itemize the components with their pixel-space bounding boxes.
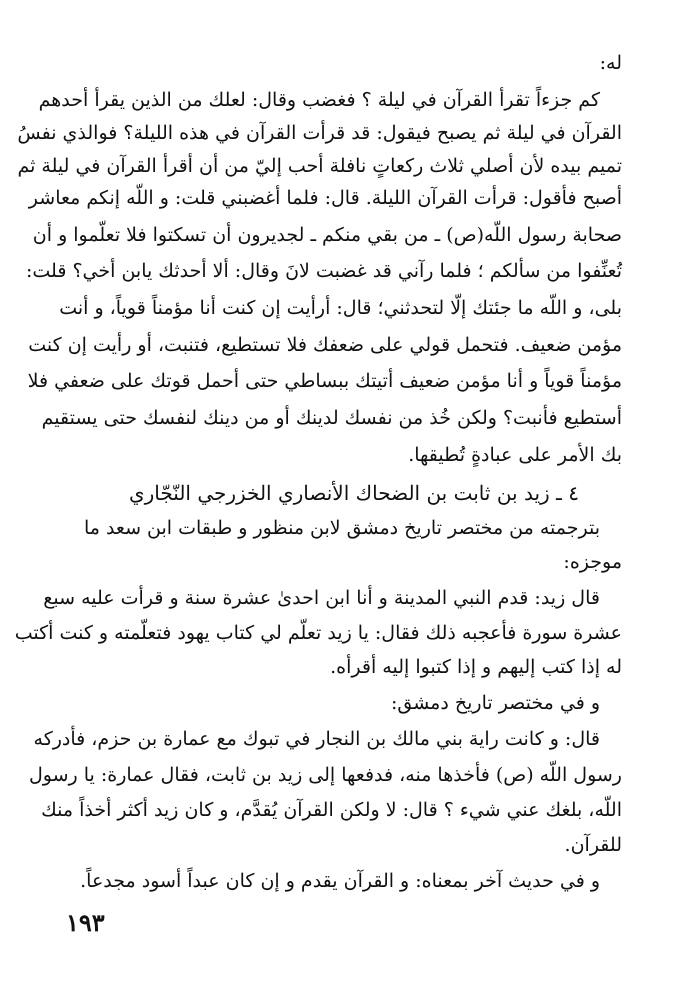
text-line-7: تُعنِّفوا من سألكم ؛ فلما رآني قد غضبت لانَ وقال: ألا أحدثك يابن أخي؟ قلت: <box>25 260 622 282</box>
text-line-1: له: <box>599 52 622 74</box>
text-line-21: رسول اللّه (ص) فأخذها منه، فدفعها إلى زيد بن ثابت، فقال عمارة: يا رسول <box>28 764 622 786</box>
text-line-24: و في حديث آخر بمعناه: و القرآن يقدم و إن كان عبداً أسود مجدعاً. <box>80 870 600 892</box>
section-heading: ٤ ـ زيد بن ثابت بن الضحاك الأنصاري الخزرجي النّجّاري <box>128 481 580 505</box>
text-line-4: تميم بيده لأن أصلي ثلاث ركعاتٍ نافلة أحب إليّ من أن أقرأ القرآن في ليلة ثم <box>17 155 622 177</box>
text-line-9: مؤمن ضعيف. فتحمل قولي على ضعفك فلا تستطيع، فتنبت، أو رأيت إن كنت <box>28 334 622 356</box>
text-line-5: أصبح فأقول: قرأت القرآن الليلة. قال: فلما أغضبني قلت: و اللّه إنكم معاشر <box>28 187 622 209</box>
text-line-11: أستطيع فأنبت؟ ولكن خُذ من نفسك لدينك أو من دينك لنفسك حتى يستقيم <box>41 407 622 429</box>
text-line-14: بترجمته من مختصر تاريخ دمشق لابن منظور و طبقات ابن سعد ما <box>83 517 600 539</box>
text-line-15: موجزه: <box>563 551 622 573</box>
page-number: ١٩٣ <box>66 908 105 937</box>
text-line-8: بلى، و اللّه ما جئتك إلّا لتحدثني؛ قال: أرأيت إن كنت أنا مؤمناً قوياً، و أنت <box>59 297 622 319</box>
text-line-6: صحابة رسول اللّه(ص) ـ من بقي منكم ـ لجديرون أن تسكتوا فلا تعلّموا و أن <box>32 224 622 246</box>
text-line-17: عشرة سورة فأعجبه ذلك فقال: يا زيد تعلّم لي كتاب يهود فتعلّمته و كنت أكتب <box>14 622 622 644</box>
text-line-19: و في مختصر تاريخ دمشق: <box>390 692 600 714</box>
text-line-12: بك الأمر على عبادةٍ تُطيقها. <box>408 444 622 466</box>
text-line-18: له إذا كتب إليهم و إذا كتبوا إليه أقرأه. <box>330 656 622 678</box>
text-line-3: القرآن في ليلة ثم يصبح فيقول: قد قرأت القرآن في هذه الليلة؟ فوالذي نفسُ <box>17 122 622 144</box>
text-line-2: كم جزءاً تقرأ القرآن في ليلة ؟ فغضب وقال: لعلك من الذين يقرأ أحدهم <box>38 89 600 111</box>
text-line-23: للقرآن. <box>564 834 622 856</box>
text-line-20: قال: و كانت راية بني مالك بن النجار في تبوك مع عمارة بن حزم، فأدركه <box>33 728 600 750</box>
text-line-22: اللّه، بلغك عني شيء ؟ قال: لا ولكن القرآن يُقدَّم، و كان زيد أكثر أخذاً منك <box>41 799 622 821</box>
text-line-10: مؤمناً قوياً و أنا مؤمن ضعيف أتيتك ببساطي حتى أحمل قوتك على ضعفي فلا <box>27 370 622 392</box>
text-line-16: قال زيد: قدم النبي المدينة و أنا ابن احدىٰ عشرة سنة و قرأت عليه سبع <box>43 587 600 609</box>
